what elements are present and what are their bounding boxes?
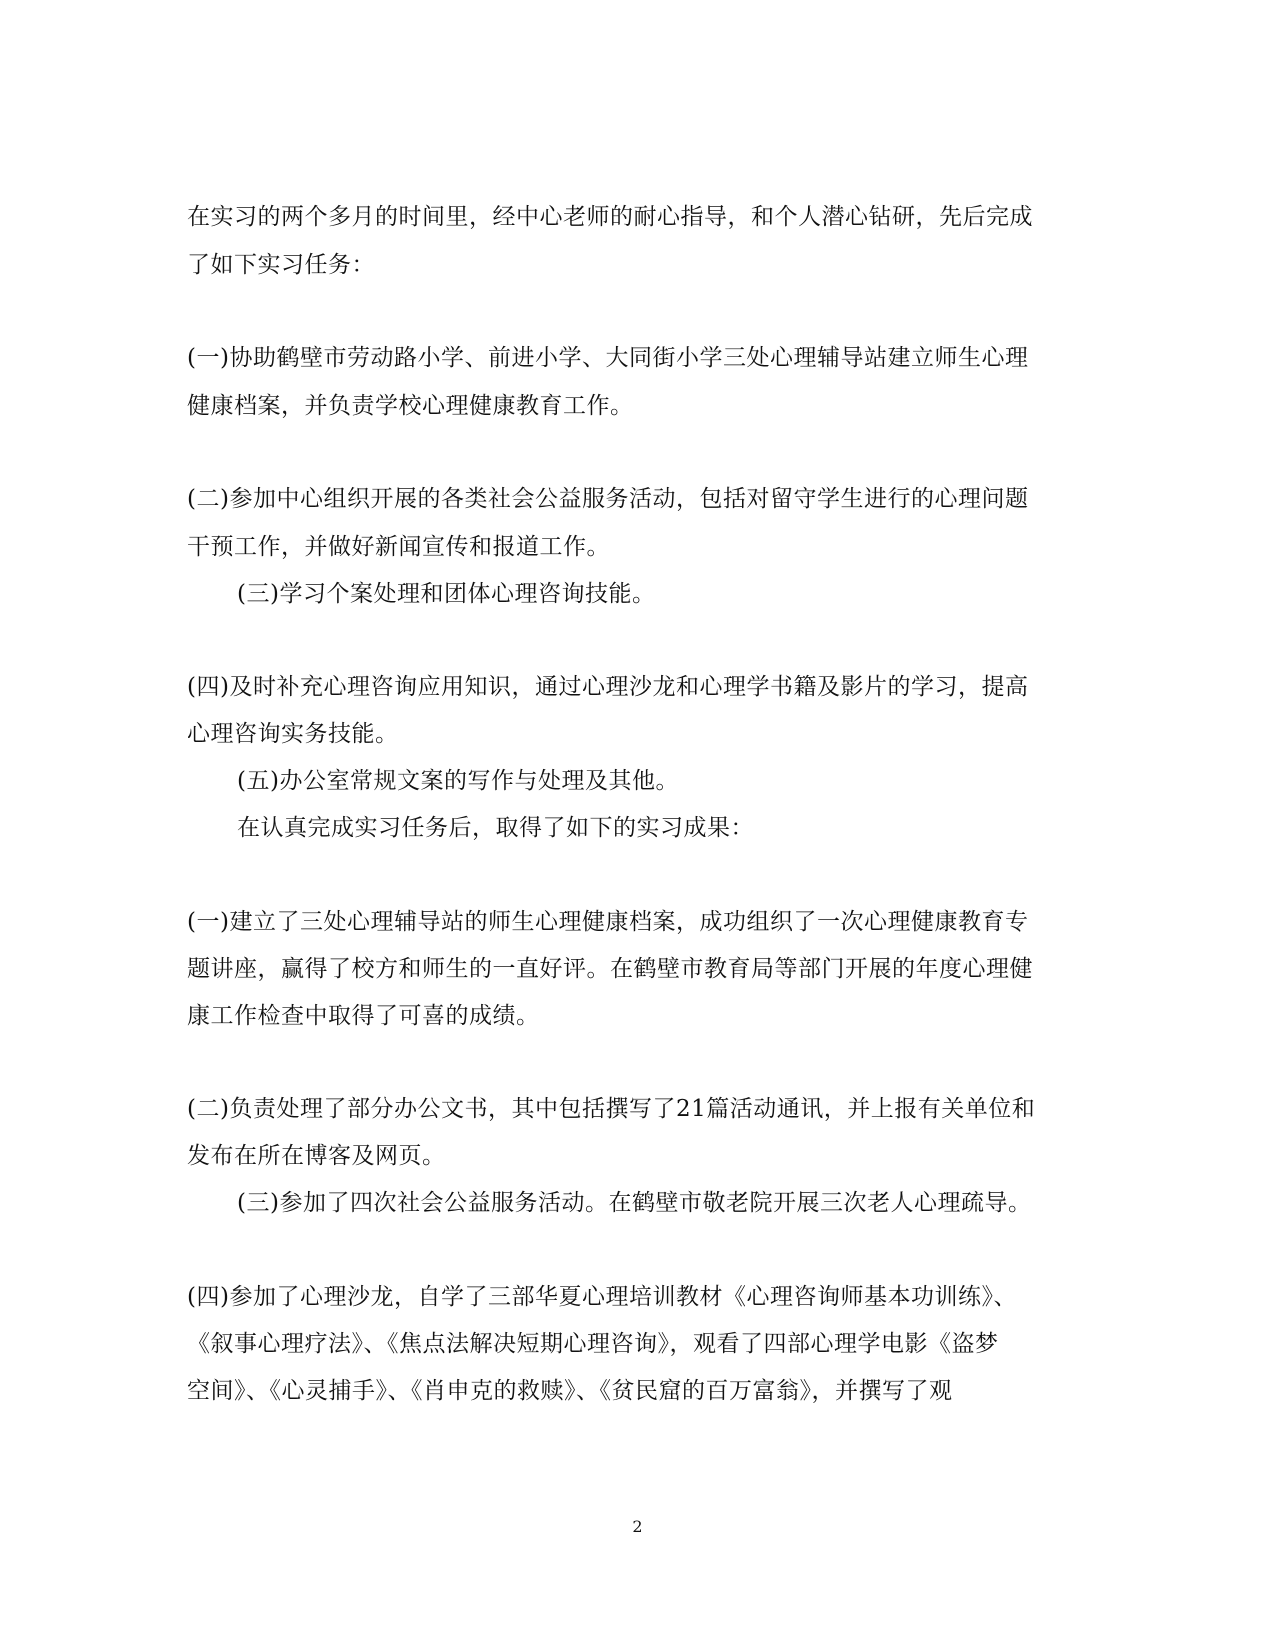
page-number: 2 [632, 1517, 643, 1536]
paragraph-line: 心理咨询实务技能。 [187, 721, 399, 747]
paragraph-line: (一)建立了三处心理辅导站的师生心理健康档案，成功组织了一次心理健康教育专 [187, 909, 1029, 935]
paragraph-line: 在认真完成实习任务后，取得了如下的实习成果： [237, 815, 754, 841]
paragraph-line: 空间》、《心灵捕手》、《肖申克的救赎》、《贫民窟的百万富翁》，并撰写了观 [187, 1378, 953, 1404]
paragraph-line: 在实习的两个多月的时间里，经中心老师的耐心指导，和个人潜心钻研，先后完成 [187, 204, 1033, 230]
paragraph-line: 干预工作，并做好新闻宣传和报道工作。 [187, 534, 610, 560]
paragraph-line: (二)参加中心组织开展的各类社会公益服务活动，包括对留守学生进行的心理问题 [187, 486, 1029, 512]
paragraph-line: 了如下实习任务： [187, 252, 375, 278]
paragraph-line: (三)参加了四次社会公益服务活动。在鹤壁市敬老院开展三次老人心理疏导。 [237, 1190, 1032, 1216]
paragraph-line: (一)协助鹤壁市劳动路小学、前进小学、大同街小学三处心理辅导站建立师生心理 [187, 345, 1029, 371]
paragraph-line: 题讲座，赢得了校方和师生的一直好评。在鹤壁市教育局等部门开展的年度心理健 [187, 956, 1033, 982]
paragraph-line: (四)及时补充心理咨询应用知识，通过心理沙龙和心理学书籍及影片的学习，提高 [187, 674, 1029, 700]
paragraph-line: 健康档案，并负责学校心理健康教育工作。 [187, 393, 634, 419]
paragraph-line: (三)学习个案处理和团体心理咨询技能。 [237, 581, 656, 607]
paragraph-line: 康工作检查中取得了可喜的成绩。 [187, 1003, 540, 1029]
paragraph-line: 发布在所在博客及网页。 [187, 1143, 446, 1169]
paragraph-line: (二)负责处理了部分办公文书，其中包括撰写了21篇活动通讯，并上报有关单位和 [187, 1096, 1036, 1122]
paragraph-line: (五)办公室常规文案的写作与处理及其他。 [237, 768, 679, 794]
paragraph-line: 《叙事心理疗法》、《焦点法解决短期心理咨询》，观看了四部心理学电影《盗梦 [187, 1331, 999, 1357]
paragraph-line: (四)参加了心理沙龙，自学了三部华夏心理培训教材《心理咨询师基本功训练》、 [187, 1284, 1017, 1310]
